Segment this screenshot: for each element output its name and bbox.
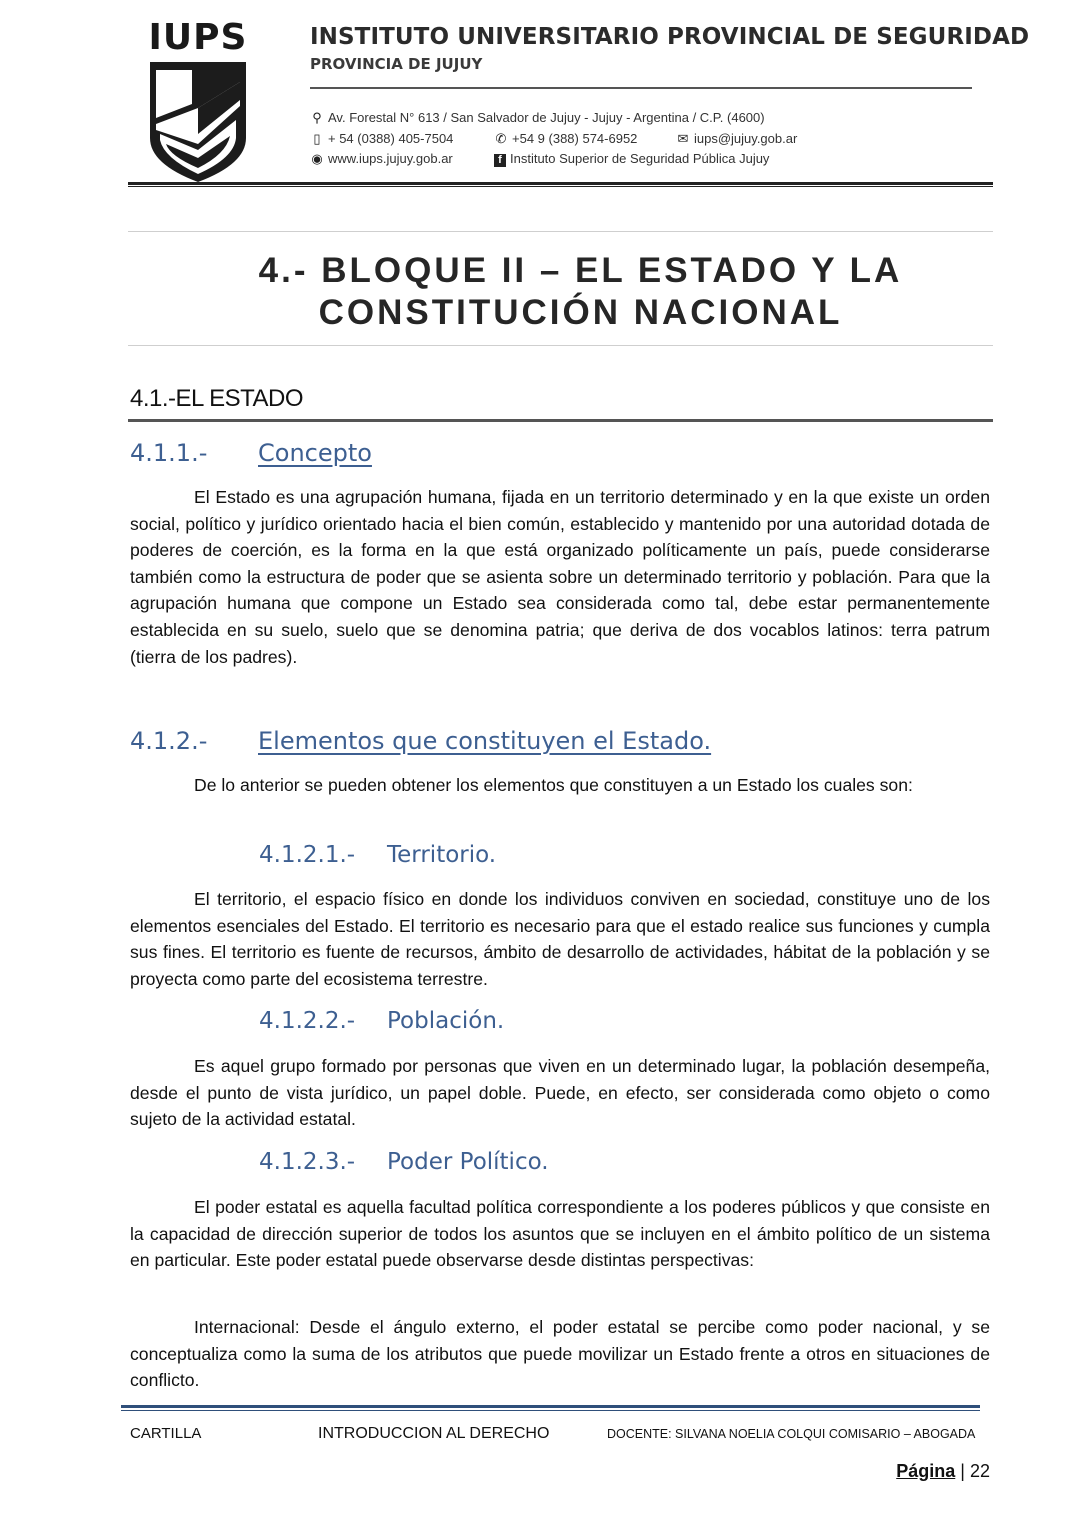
chapter-title [128, 250, 1033, 334]
heading-number: 4.1.2.1.- [259, 842, 356, 868]
subsubsection-heading-territorio [259, 842, 496, 868]
facebook-line [494, 151, 769, 167]
page-separator: | [960, 1461, 965, 1481]
footer-left: CARTILLA [130, 1425, 202, 1442]
address-line [310, 110, 765, 126]
paragraph-concepto: El Estado es una agrupación humana, fijada en un territorio determinado y en la que existe un orden social, político y jurídico orientado hacia el bien común, establecido y mantenido por una autoridad dotada de poderes de coerción, es la forma en la que está organizado políticamente un país, puede considerarse también como la estructura de poder que se asienta sobre un determinado territorio y población. Para que la agrupación humana que compone un Estado sea considerada como tal, debe estar permanentemente establecida en su suelo, suelo que se denomina patria; que deriva de dos vocablos latinos: terra patrum (tierra de los padres). [130, 487, 990, 667]
title-rule-top [128, 231, 993, 232]
header-rule [128, 182, 993, 185]
footer-rule [121, 1405, 980, 1408]
phone-line [310, 131, 453, 147]
paragraph-internacional: Internacional: Desde el ángulo externo, el poder estatal se percibe como poder nacional, y se conceptualiza como la suma de los atributos que puede movilizar un Estado frente a otros en situaciones de conflicto. [130, 1317, 990, 1391]
subsection-heading-elementos [130, 727, 711, 755]
chapter-title-line-2: CONSTITUCIÓN NACIONAL [318, 293, 843, 332]
heading-title: Población. [387, 1008, 505, 1034]
institution-name: INSTITUTO UNIVERSITARIO PROVINCIAL DE SEGURIDAD [310, 24, 1030, 50]
map-pin-icon: ⚲ [312, 110, 322, 125]
page-value: 22 [969, 1461, 990, 1481]
heading-title: Elementos que constituyen el Estado. [258, 727, 712, 755]
heading-title: Concepto [258, 439, 372, 467]
whatsapp-line [494, 131, 637, 147]
heading-number: 4.1.2.- [130, 727, 208, 755]
page-number [896, 1461, 990, 1482]
header-rule-thin [128, 186, 993, 187]
whatsapp-icon: ✆ [495, 131, 507, 146]
section-heading: 4.1.-EL ESTADO [130, 385, 304, 412]
chapter-title-line-1: 4.- BLOQUE II – EL ESTADO Y LA [258, 251, 903, 290]
email-line [676, 131, 797, 147]
subsubsection-heading-poblacion [259, 1008, 504, 1034]
whatsapp-text: +54 9 (388) 574-6952 [512, 131, 638, 146]
footer-teacher: DOCENTE: SILVANA NOELIA COLQUI COMISARIO – ABOGADA [607, 1427, 976, 1441]
website-line [310, 151, 453, 167]
paragraph-poder: El poder estatal es aquella facultad política correspondiente a los poderes públicos y que consiste en la capacidad de dirección superior de todos los asuntos que se incluyen en el ámbito político de un sistema en particular. Este poder estatal puede observarse desde distintas perspectivas: [130, 1197, 990, 1271]
facebook-icon: f [494, 154, 506, 167]
paragraph-elementos: De lo anterior se pueden obtener los elementos que constituyen a un Estado los cuales son: [194, 775, 913, 795]
email-text[interactable]: iups@jujuy.gob.ar [694, 131, 798, 146]
website-text[interactable]: www.iups.jujuy.gob.ar [328, 151, 453, 166]
footer-course: INTRODUCCION AL DERECHO [318, 1425, 550, 1442]
phone-icon: ▯ [313, 131, 321, 146]
header-divider [310, 87, 972, 89]
subsubsection-heading-poder [259, 1149, 549, 1175]
title-rule-bottom [128, 345, 993, 346]
heading-number: 4.1.2.2.- [259, 1008, 356, 1034]
paragraph-poblacion: Es aquel grupo formado por personas que viven en un determinado lugar, la población desempeña, desde el punto de vista jurídico, un papel doble. Puede, en efecto, ser considerada como objeto o como sujeto de la actividad estatal. [130, 1056, 990, 1130]
phone-text: + 54 (0388) 405-7504 [328, 131, 454, 146]
subsection-heading-concepto [130, 439, 372, 467]
globe-icon: ◉ [311, 151, 323, 166]
heading-title: Territorio. [387, 842, 497, 868]
heading-number: 4.1.2.3.- [259, 1149, 356, 1175]
page-label: Página [896, 1461, 956, 1481]
heading-number: 4.1.1.- [130, 439, 208, 467]
address-text: Av. Forestal N° 613 / San Salvador de Jujuy - Jujuy - Argentina / C.P. (4600) [328, 110, 765, 125]
shield-logo-icon [146, 60, 250, 184]
iups-logo [146, 18, 250, 183]
mail-icon: ✉ [677, 131, 689, 146]
footer-rule-thin [121, 1410, 980, 1411]
institution-province: PROVINCIA DE JUJUY [310, 55, 483, 73]
heading-title: Poder Político. [387, 1149, 549, 1175]
facebook-text[interactable]: Instituto Superior de Seguridad Pública Jujuy [510, 151, 770, 166]
logo-text: IUPS [148, 17, 248, 58]
section-rule [128, 419, 993, 422]
paragraph-territorio: El territorio, el espacio físico en donde los individuos conviven en sociedad, constituye uno de los elementos esenciales del Estado. El territorio es necesario para que el estado realice sus funciones y cumpla sus fines. El territorio es fuente de recursos, ámbito de desarrollo de actividades, hábitat de la población y se proyecta como parte del ecosistema terrestre. [130, 889, 990, 989]
